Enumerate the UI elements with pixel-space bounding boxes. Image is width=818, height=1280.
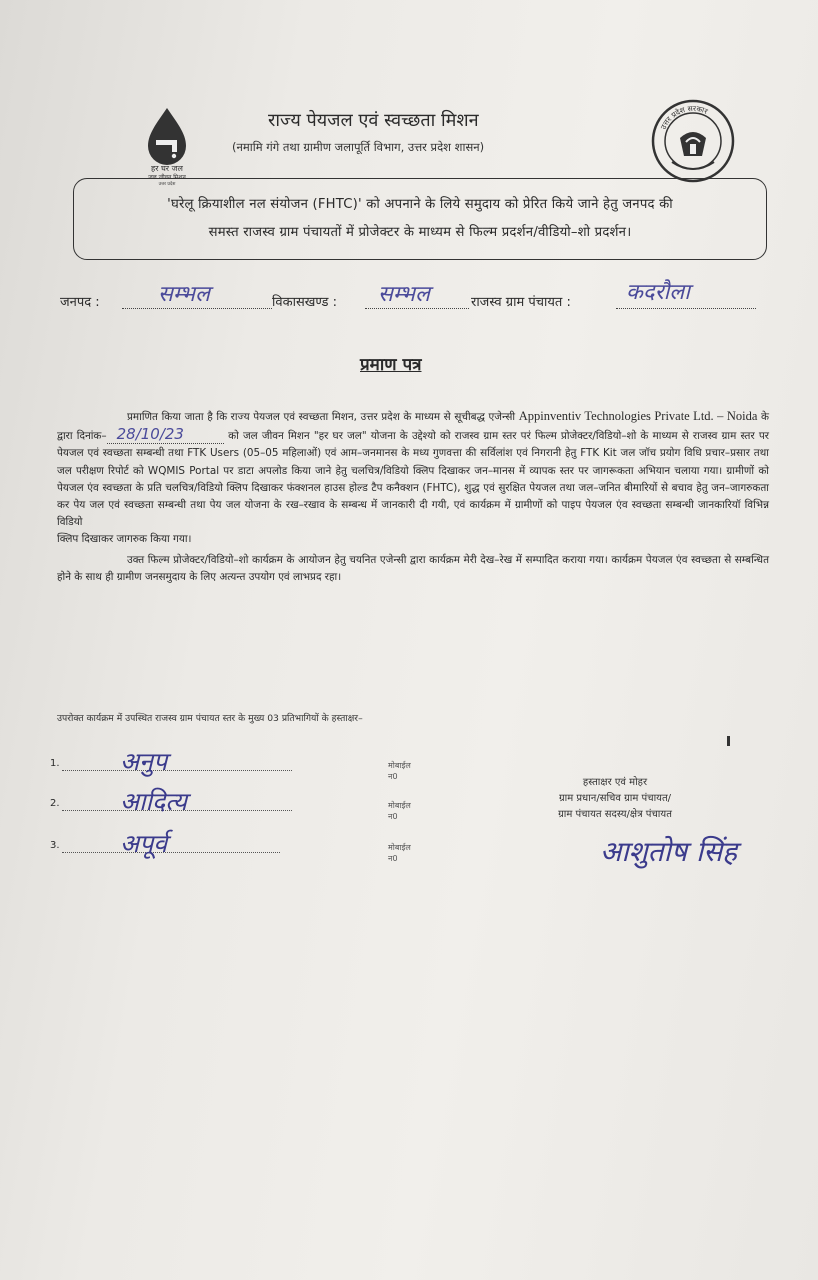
officer-line-1: हस्ताक्षर एवं मोहर [582,777,648,788]
signature-line [62,762,292,771]
paragraph-1 [57,408,769,531]
participant-signature: अपूर्व [120,829,168,858]
seal-text: उत्तर प्रदेश सरकार [658,103,710,131]
event-date: 28/10/23 [107,425,224,444]
participant-signature: अनुप [120,747,168,776]
participant-row [50,747,411,781]
signature-line [62,844,280,853]
participants-heading: उपरोक्त कार्यक्रम में उपस्थित राजस्व ग्राम पंचायत स्तर के मुख्य 03 प्रतिभागियों के हस्ताक्षर– [57,713,363,724]
block-value: सम्भल [378,282,430,307]
certificate-title: प्रमाण पत्र [360,355,422,375]
para1-part-b: के द्वारा दिनांक– [57,411,769,443]
village-label: राजस्व ग्राम पंचायत : [471,295,571,310]
officer-line-2: ग्राम प्रधान/सचिव ग्राम पंचायत/ [558,793,672,804]
banner-line-1: 'घरेलू क्रियाशील नल संयोजन (FHTC)' को अपनाने के लिये समुदाय को प्रेरित किये जाने हेतु जनपद की [167,197,673,212]
subject-banner [73,178,767,260]
participant-number: 3. [50,840,60,851]
participant-number: 1. [50,758,60,769]
mobile-label: मोबाईल न0 [388,801,411,821]
location-fields [60,280,780,324]
org-title: राज्य पेयजल एवं स्वच्छता मिशन [268,110,479,131]
paragraph-1-end: क्लिप दिखाकर जागरुक किया गया। [57,533,192,546]
block-label: विकासखण्ड : [272,295,338,310]
banner-line-2: समस्त राजस्व ग्राम पंचायतों में प्रोजेक्टर के माध्यम से फिल्म प्रदर्शन/वीडियो–शो प्रदर्शन। [208,225,632,240]
participant-number: 2. [50,798,60,809]
district-label: जनपद : [60,295,100,310]
up-government-seal [650,98,736,184]
logo-text-1: हर घर जल [151,164,183,173]
logo-text-2: जल जीवन मिशन [148,174,186,181]
officer-signature: आशुतोष सिंह [600,835,738,868]
mobile-label: मोबाईल न0 [388,761,411,781]
participant-row [50,829,411,863]
para1-part-c: को जल जीवन मिशन "हर घर जल" योजना के उद्देश्यो को राजस्व ग्राम स्तर परं फिल्म प्रोजेक्टर/विडियो–शो के माध्यम से राजस्व ग्राम स्तर पर पेयजल एवं स्वच्छता सम्बन्धी तथा FTK Users (05–05 महिलाओं) एवं आम–जनमानस के मध्य गुणवत्ता की सर्विलांश एवं निगरानी हेतु FTK Kit जल जॉच प्रयोग विधि प्रचार–प्रसार तथा जल परीक्षण रिपोर्ट को WQMIS Portal पर डाटा अपलोड किया जाने हेतु चलचित्र/विडियो क्लिप दिखाकर जन–मानस में व्यापक स्तर पर जागरूकता अभियान चलाया गया। ग्रामीणों को पेयजल एंव स्वच्छता के प्रति चलचित्र/विडियो क्लिप दिखाकर फंक्शनल हाउस होल्ड टैप कनैक्शन (FHTC), शुद्ध एवं सुरक्षित पेयजल तथा जल–जनित बीमारियों से बचाव हेतु जन–जागरुकता कर पेय जल एवं स्वच्छता सम्बन्धी तथा पेय जल योजना के रख–रखाव के सम्बन्ध में जानकारी दी गयी, एवं कार्यक्रम में ग्रामीणों को पाइप पेयजल एंव स्वच्छता सम्बन्धी जानकारियॉ विभिन्न विडियो [57,430,769,529]
paragraph-2: उक्त फिल्म प्रोजेक्टर/विडियो–शो कार्यक्रम के आयोजन हेतु चयनित एजेन्सी द्वारा कार्यक्रम मेरी देख–रेख में सम्पादित कराया गया। कार्यक्रम पेयजल एंव स्वच्छता से सम्बन्धित होने के साथ ही ग्रामीण जनसमुदाय के लिए अत्यन्त उपयोग एवं लाभप्रद रहा। [57,553,769,583]
district-value: सम्भल [158,282,210,307]
banner-text [84,191,756,247]
mobile-label: मोबाईल न0 [388,843,411,863]
officer-block [520,775,710,823]
agency-name: Appinventiv Technologies Private Ltd. – Noida [518,409,758,423]
participant-row [50,787,411,821]
para1-part-a: प्रमाणित किया जाता है कि राज्य पेयजल एवं स्वच्छता मिशन, उत्तर प्रदेश के माध्यम से सूचीबद्ध एजेन्सी [127,411,516,423]
emblem-icon [650,98,736,184]
officer-line-3: ग्राम पंचायत सदस्य/क्षेत्र पंचायत [558,809,672,820]
logo-text-3: उत्तर प्रदेश [158,182,176,187]
village-value: कदरौला [626,280,690,305]
water-drop-icon [132,104,202,187]
org-subtitle: (नमामि गंगे तथा ग्रामीण जलापूर्ति विभाग, उत्तर प्रदेश शासन) [232,140,485,154]
participant-signature: आदित्य [120,787,188,816]
stray-mark [727,736,730,746]
jal-jeevan-mission-logo [132,104,202,187]
certificate-body [57,408,769,586]
svg-text:उत्तर प्रदेश सरकार [659,104,710,131]
